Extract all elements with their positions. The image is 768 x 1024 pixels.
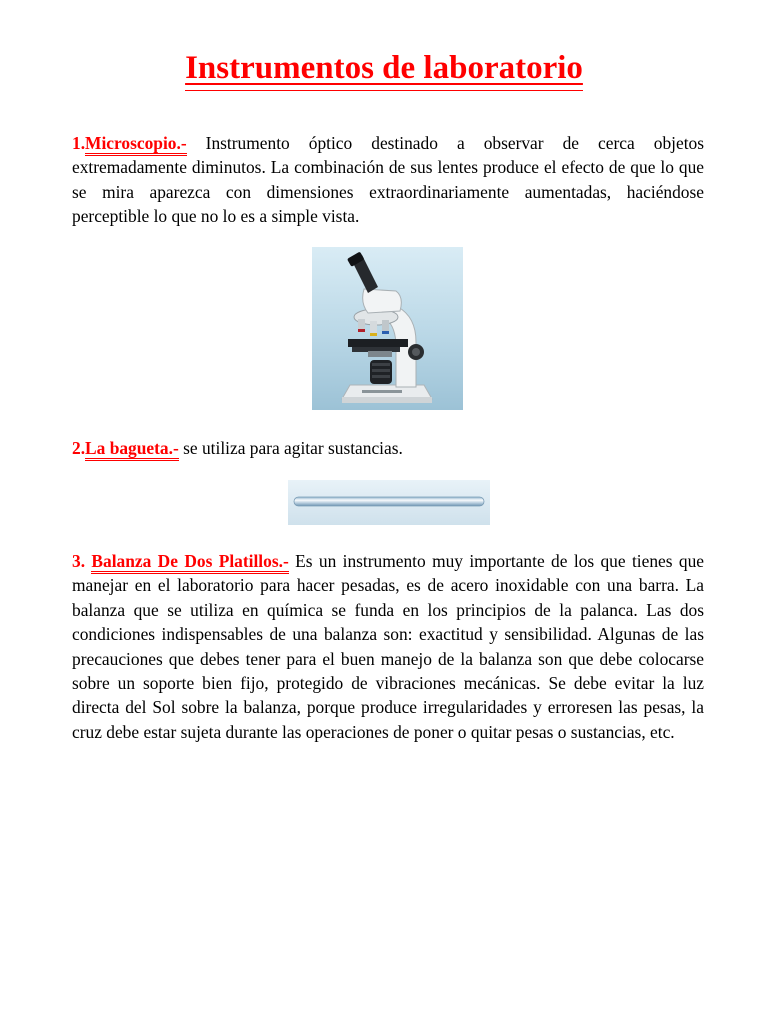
item-number: 3. [72, 551, 92, 571]
item-term: La bagueta.- [85, 438, 179, 461]
microscope-image [312, 247, 463, 410]
item-microscopio [72, 131, 704, 229]
item-number: 1. [72, 133, 86, 153]
item-description: se utiliza para agitar sustancias. [178, 438, 403, 458]
page-title-text: Instrumentos de laboratorio [185, 48, 583, 91]
item-term: Balanza De Dos Platillos.- [91, 551, 288, 574]
glass-rod-image [288, 480, 490, 525]
item-number: 2. [72, 438, 86, 458]
item-description: Instrumento óptico destinado a observar de cerca objetos extremadamente diminutos. La combinación de sus lentes produce el efecto de que lo que se mira aparezca con dimensiones extraordinariamente aumentadas, haciéndose perceptible lo que no lo es a simple vista. [72, 133, 704, 227]
item-term: Microscopio.- [85, 133, 187, 156]
item-balanza [72, 549, 704, 744]
item-description: Es un instrumento muy importante de los que tienes que manejar en el laboratorio para hacer pesadas, es de acero inoxidable con una barra. La balanza que se utiliza en química se funda en los principios de la palanca. Las dos condiciones indispensables de una balanza son: exactitud y sensibilidad. Algunas de las precauciones que debes tener para el buen manejo de la balanza son que debe colocarse sobre un soporte bien fijo, protegido de vibraciones mecánicas. Se debe evitar la luz directa del Sol sobre la balanza, porque produce irregularidades y erroresen las pesas, la cruz debe estar sujeta durante las operaciones de poner o quitar pesas o sustancias, etc. [72, 551, 704, 742]
page-title [0, 48, 768, 91]
item-bagueta [72, 436, 704, 460]
